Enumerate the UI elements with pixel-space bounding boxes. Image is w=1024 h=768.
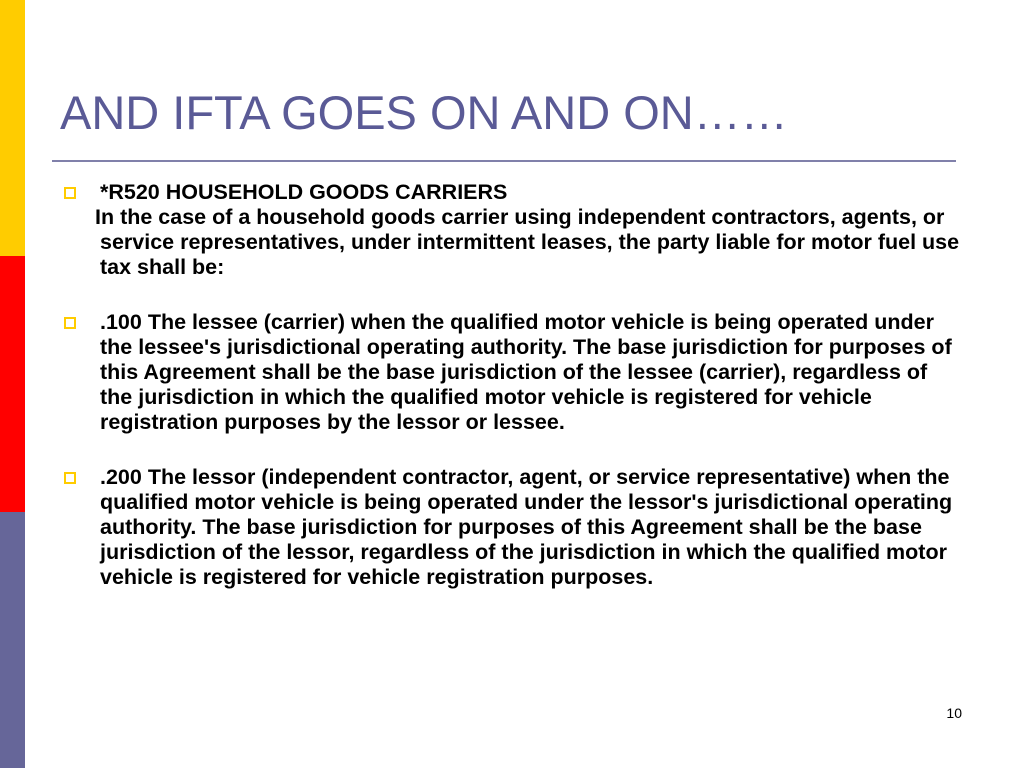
side-bar-red (0, 256, 25, 512)
square-bullet-icon (64, 187, 76, 199)
bullet-item-200 (62, 465, 962, 590)
slide-number: 10 (946, 705, 962, 721)
square-bullet-icon (64, 472, 76, 484)
bullet-item-heading (62, 180, 962, 205)
square-bullet-icon (64, 317, 76, 329)
intro-paragraph: In the case of a household goods carrier using independent contractors, agents, or service representatives, under intermittent leases, the party liable for motor fuel use tax shall be: (95, 205, 960, 279)
slide-body (62, 180, 962, 590)
item-100-text: .100 The lessee (carrier) when the qualified motor vehicle is being operated under the lessee's jurisdictional operating authority. The base jurisdiction for purposes of this Agreement shall be the base jurisdiction of the lessee (carrier), regardless of the jurisdiction in which the qualified motor vehicle is registered for vehicle registration purposes by the lessor or lessee. (100, 310, 952, 434)
item-200-text: .200 The lessor (independent contractor, agent, or service representative) when the qualified motor vehicle is being operated under the lessor's jurisdictional operating authority. The base jurisdiction for purposes of this Agreement shall be the base jurisdiction of the lessor, regardless of the jurisdiction in which the qualified motor vehicle is registered for vehicle registration purposes. (100, 465, 953, 589)
bullet-item-100 (62, 310, 962, 435)
side-bar-yellow (0, 0, 25, 256)
section-heading: *R520 HOUSEHOLD GOODS CARRIERS (100, 180, 508, 204)
title-divider (52, 160, 956, 162)
side-bar-slate (0, 512, 25, 768)
slide-title: AND IFTA GOES ON AND ON…… (60, 86, 788, 139)
